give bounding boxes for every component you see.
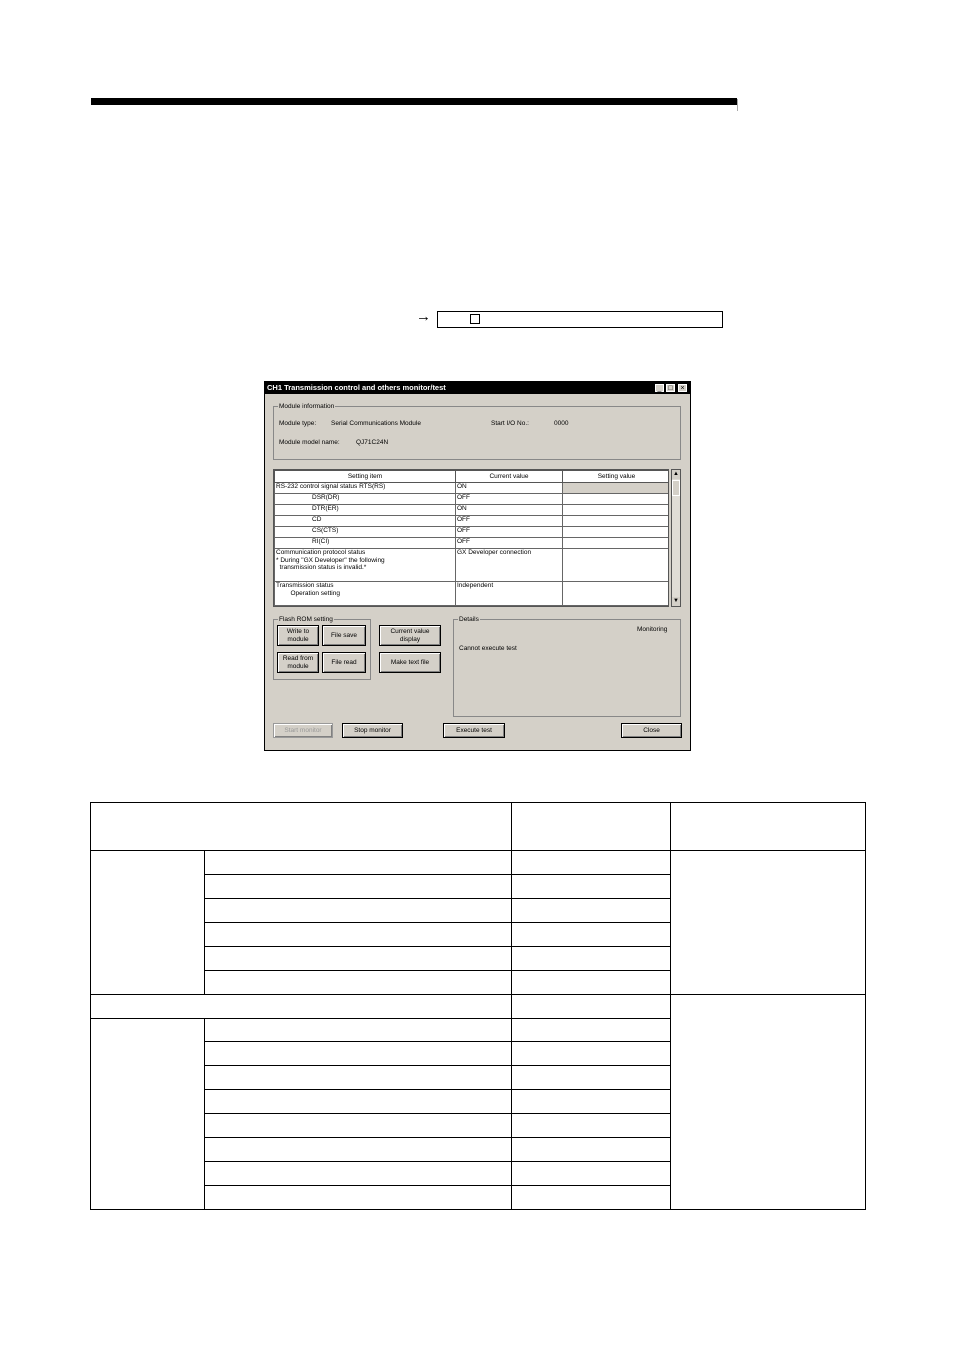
current-value: OFF — [456, 538, 563, 549]
setting-item: CS(CTS) — [275, 527, 456, 538]
minimize-icon[interactable]: _ — [655, 384, 664, 392]
table-cell — [205, 1090, 512, 1114]
table-cell — [512, 875, 671, 899]
table-cell — [205, 899, 512, 923]
start-io-value: 0000 — [554, 420, 569, 427]
table-cell — [205, 875, 512, 899]
details-message: Cannot execute test — [459, 645, 517, 652]
grid-header-setting-value: Setting value — [563, 471, 670, 483]
scroll-thumb[interactable] — [672, 480, 680, 496]
file-save-button[interactable]: File save — [322, 625, 366, 646]
page-header-tick — [737, 99, 738, 111]
table-row — [275, 549, 670, 582]
table-cell — [512, 1066, 671, 1090]
placeholder-square-icon — [470, 314, 480, 324]
module-info-group — [273, 403, 681, 460]
description-table — [90, 802, 866, 1210]
table-cell — [205, 1162, 512, 1186]
current-value-display-button[interactable]: Current value display — [379, 625, 441, 646]
table-cell — [205, 1114, 512, 1138]
scroll-down-icon[interactable]: ▼ — [673, 598, 679, 604]
module-type-label: Module type: — [279, 420, 317, 427]
scroll-up-icon[interactable]: ▲ — [673, 471, 679, 477]
table-cell — [205, 1042, 512, 1066]
setting-value-cell[interactable] — [563, 538, 670, 549]
table-row — [275, 494, 670, 505]
setting-value-cell[interactable] — [563, 483, 670, 494]
current-value: ON — [456, 505, 563, 516]
table-cell — [512, 1138, 671, 1162]
table-header-cell — [671, 803, 866, 851]
table-row — [275, 483, 670, 494]
current-value: OFF — [456, 494, 563, 505]
make-text-file-button[interactable]: Make text file — [379, 652, 441, 673]
table-cell — [205, 1066, 512, 1090]
table-cell — [512, 1114, 671, 1138]
setting-value-cell[interactable] — [563, 494, 670, 505]
table-cell — [512, 947, 671, 971]
execute-test-button[interactable]: Execute test — [443, 723, 505, 738]
path-arrow: → — [416, 308, 431, 325]
setting-value-cell[interactable] — [563, 527, 670, 538]
table-cell — [512, 899, 671, 923]
table-cell — [512, 1090, 671, 1114]
setting-item: Communication protocol status * During "GX Developer" the following transmission status is invalid.* — [275, 549, 456, 582]
grid-scrollbar[interactable] — [671, 469, 681, 607]
module-type-value: Serial Communications Module — [331, 420, 421, 427]
setting-item: RS-232 control signal status RTS(RS) — [275, 483, 456, 494]
setting-item: CD — [275, 516, 456, 527]
table-cell — [205, 923, 512, 947]
start-monitor-button[interactable]: Start monitor — [273, 723, 333, 738]
table-cell — [512, 1186, 671, 1210]
reference-cell — [671, 851, 866, 995]
current-value: GX Developer connection — [456, 549, 563, 582]
setting-item: Transmission status Operation setting — [275, 582, 456, 606]
table-row — [275, 538, 670, 549]
grid-header-setting-item: Setting item — [275, 471, 456, 483]
details-status: Monitoring — [637, 626, 668, 633]
current-value: ON — [456, 483, 563, 494]
start-io-label: Start I/O No.: — [491, 420, 529, 427]
table-cell — [91, 995, 512, 1019]
model-name-value: QJ71C24N — [356, 439, 389, 446]
read-from-module-button[interactable]: Read from module — [277, 652, 319, 673]
grid-header-current-value: Current value — [456, 471, 563, 483]
table-cell — [205, 971, 512, 995]
reference-cell — [671, 995, 866, 1210]
table-cell — [205, 1138, 512, 1162]
table-cell — [512, 995, 671, 1019]
current-value: Independent — [456, 582, 563, 606]
table-cell — [205, 1019, 512, 1042]
current-value: OFF — [456, 527, 563, 538]
group-cell — [91, 851, 205, 995]
setting-item: DTR(ER) — [275, 505, 456, 516]
write-to-module-button[interactable]: Write to module — [277, 625, 319, 646]
maximize-icon[interactable]: □ — [666, 384, 675, 392]
flash-rom-caption: Flash ROM setting — [279, 616, 333, 623]
table-cell — [205, 947, 512, 971]
close-button[interactable]: Close — [621, 723, 682, 738]
table-cell — [512, 851, 671, 875]
table-row — [275, 505, 670, 516]
table-cell — [512, 971, 671, 995]
setting-item: RI(CI) — [275, 538, 456, 549]
table-cell — [512, 1019, 671, 1042]
setting-value-cell[interactable] — [563, 549, 670, 582]
table-cell — [512, 923, 671, 947]
setting-grid — [273, 469, 669, 607]
table-header-cell — [512, 803, 671, 851]
close-icon[interactable]: × — [678, 384, 687, 392]
table-cell — [512, 1042, 671, 1066]
table-row — [275, 527, 670, 538]
page-header-rule — [91, 98, 737, 105]
table-cell — [205, 851, 512, 875]
table-cell — [205, 1186, 512, 1210]
dialog-title: CH1 Transmission control and others monitor/test — [265, 382, 690, 394]
setting-value-cell[interactable] — [563, 516, 670, 527]
setting-value-cell[interactable] — [563, 505, 670, 516]
model-name-label: Module model name: — [279, 439, 340, 446]
module-info-caption: Module information — [279, 403, 335, 410]
menu-path-box — [437, 311, 723, 328]
stop-monitor-button[interactable]: Stop monitor — [342, 723, 403, 738]
setting-value-cell[interactable] — [563, 582, 670, 606]
table-cell — [512, 1162, 671, 1186]
table-row — [275, 582, 670, 606]
details-caption: Details — [459, 616, 479, 623]
file-read-button[interactable]: File read — [322, 652, 366, 673]
group-cell — [91, 1019, 205, 1210]
setting-item: DSR(DR) — [275, 494, 456, 505]
table-row — [275, 516, 670, 527]
current-value: OFF — [456, 516, 563, 527]
table-header-cell — [91, 803, 512, 851]
